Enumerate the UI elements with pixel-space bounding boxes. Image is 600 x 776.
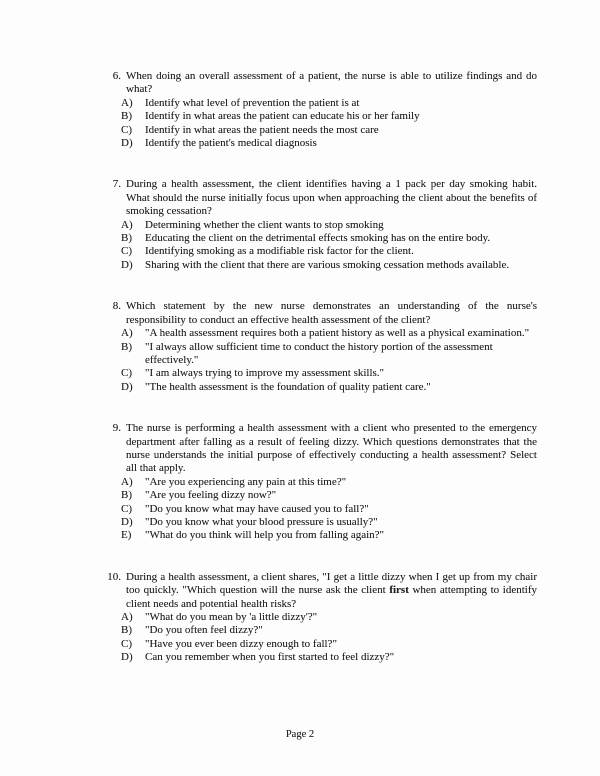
option-text: "A health assessment requires both a patient history as well as a physical examination." bbox=[145, 327, 530, 340]
question-number: 10. bbox=[107, 570, 121, 583]
option-row bbox=[121, 651, 537, 664]
option-row bbox=[121, 341, 537, 368]
option-letter: A) bbox=[121, 475, 133, 488]
option-letter: B) bbox=[121, 232, 132, 245]
option-row bbox=[121, 124, 537, 137]
option-letter: D) bbox=[121, 137, 133, 150]
option-text: Identify in what areas the patient can educate his or her family bbox=[145, 110, 420, 123]
option-text: Sharing with the client that there are various smoking cessation methods available. bbox=[145, 258, 510, 271]
option-letter: C) bbox=[121, 367, 132, 380]
option-letter: C) bbox=[121, 637, 132, 650]
option-letter: A) bbox=[121, 611, 133, 623]
option-text: Educating the client on the detrimental effects smoking has on the entire body. bbox=[145, 232, 491, 245]
option-letter: B) bbox=[121, 110, 132, 123]
question-text: When doing an overall assessment of a patient, the nurse is able to utilize findings and do what? bbox=[126, 70, 537, 96]
question-body bbox=[121, 178, 537, 272]
option-text: "Are you feeling dizzy now?" bbox=[145, 489, 277, 502]
question-text: Which statement by the new nurse demonstrates an understanding of the nurse's responsibility to conduct an effective health assessment of the client? bbox=[126, 300, 537, 326]
option-row bbox=[121, 611, 537, 624]
option-text: "Do you often feel dizzy?" bbox=[145, 624, 263, 637]
question-text-segment: when attempting to identify client needs and potential health risks? bbox=[126, 584, 537, 610]
option-letter: B) bbox=[121, 340, 132, 353]
option-text: Determining whether the client wants to stop smoking bbox=[145, 218, 384, 231]
option-text: "Are you experiencing any pain at this time?" bbox=[145, 475, 347, 488]
option-letter: E) bbox=[121, 529, 132, 542]
option-row bbox=[121, 232, 537, 245]
option-letter: A) bbox=[121, 96, 133, 109]
option-row bbox=[121, 516, 537, 529]
option-text: "Do you know what may have caused you to fall?" bbox=[145, 502, 369, 515]
option-letter: D) bbox=[121, 651, 133, 664]
question-9 bbox=[0, 422, 537, 543]
option-letter: B) bbox=[121, 624, 132, 637]
option-row bbox=[121, 259, 537, 272]
option-row bbox=[121, 327, 537, 340]
option-text: "Have you ever been dizzy enough to fall?" bbox=[145, 637, 337, 650]
option-row bbox=[121, 137, 537, 150]
option-letter: A) bbox=[121, 218, 133, 231]
option-text: Identify in what areas the patient needs the most care bbox=[145, 123, 379, 136]
option-letter: D) bbox=[121, 515, 133, 528]
question-number: 8. bbox=[112, 300, 121, 313]
option-row bbox=[121, 476, 537, 489]
option-row bbox=[121, 110, 537, 123]
question-text-segment: During a health assessment, a client shares, "I get a little dizzy when I get up from my chair too quickly. "Which question will the nurse ask the client bbox=[126, 570, 537, 597]
question-10 bbox=[0, 571, 537, 665]
option-letter: C) bbox=[121, 502, 132, 515]
question-number: 6. bbox=[112, 70, 121, 82]
option-text: "Do you know what your blood pressure is usually?" bbox=[145, 515, 378, 528]
question-7 bbox=[0, 178, 537, 272]
option-row bbox=[121, 638, 537, 651]
option-row bbox=[121, 97, 537, 110]
question-text: The nurse is performing a health assessment with a client who presented to the emergency department after falling as a result of feeling dizzy. Which questions demonstrates that the nurse understands the initial purpose of effectively conducting a health assessment? Select all that apply. bbox=[126, 422, 537, 475]
question-body bbox=[121, 300, 537, 394]
option-row bbox=[121, 245, 537, 258]
option-text: Identify the patient's medical diagnosis bbox=[145, 137, 317, 150]
option-letter: A) bbox=[121, 327, 133, 340]
option-letter: B) bbox=[121, 489, 132, 502]
option-text: "I always allow sufficient time to conduct the history portion of the assessment effectively." bbox=[145, 340, 493, 366]
option-text: Identify what level of prevention the patient is at bbox=[145, 96, 360, 109]
option-row bbox=[121, 624, 537, 637]
option-text: "I am always trying to improve my assessment skills." bbox=[145, 367, 385, 380]
option-text: Identifying smoking as a modifiable risk factor for the client. bbox=[145, 245, 414, 258]
question-6 bbox=[0, 70, 537, 150]
page-footer bbox=[0, 728, 600, 741]
question-text: During a health assessment, the client identifies having a 1 pack per day smoking habit. What should the nurse initially focus upon when approaching the client about the benefits of smoking cessation? bbox=[126, 178, 537, 218]
option-letter: D) bbox=[121, 258, 133, 271]
option-row bbox=[121, 381, 537, 394]
option-letter: C) bbox=[121, 245, 132, 258]
question-8 bbox=[0, 300, 537, 394]
option-row bbox=[121, 503, 537, 516]
question-body bbox=[121, 422, 537, 543]
question-body bbox=[121, 570, 537, 665]
option-text: Can you remember when you first started to feel dizzy?" bbox=[145, 651, 395, 664]
option-letter: C) bbox=[121, 123, 132, 136]
question-text bbox=[126, 571, 537, 611]
option-row bbox=[121, 367, 537, 380]
option-text: "The health assessment is the foundation of quality patient care." bbox=[145, 380, 431, 393]
option-row bbox=[121, 529, 537, 542]
option-text: "What do you mean by 'a little dizzy'?" bbox=[145, 611, 318, 623]
option-text: "What do you think will help you from falling again?" bbox=[145, 529, 385, 542]
question-number: 9. bbox=[112, 422, 121, 435]
page-number: Page 2 bbox=[285, 729, 315, 740]
option-letter: D) bbox=[121, 380, 133, 393]
question-body bbox=[121, 70, 537, 150]
question-text-bold-word: first bbox=[389, 584, 409, 597]
option-row bbox=[121, 219, 537, 232]
question-number: 7. bbox=[112, 178, 121, 191]
option-row bbox=[121, 489, 537, 502]
